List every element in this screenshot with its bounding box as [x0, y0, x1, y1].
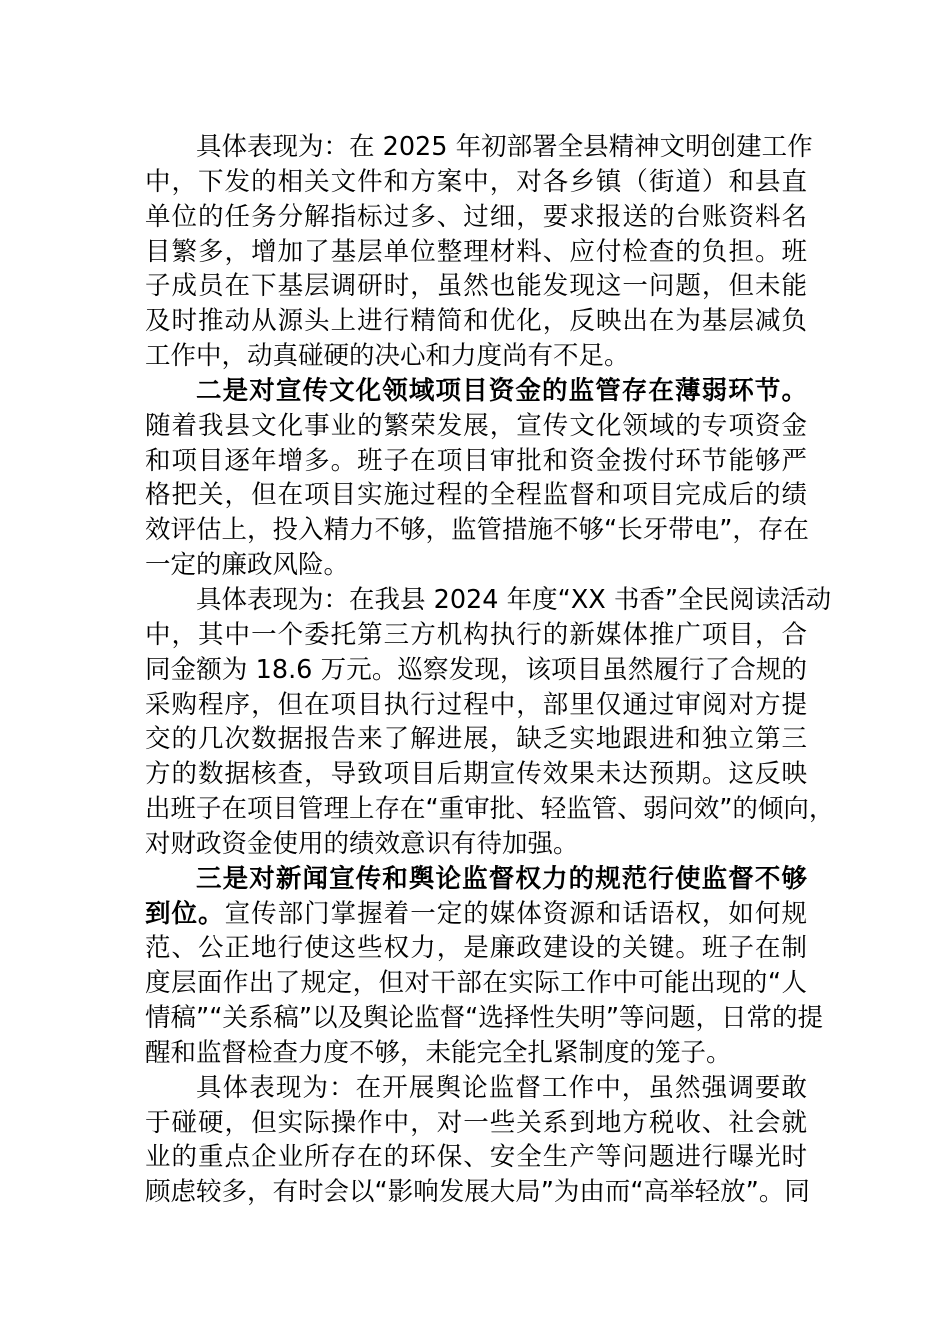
text-line: 单位的任务分解指标过多、过细，要求报送的台账资料名 — [145, 201, 807, 232]
text-line: 醒和监督检查力度不够，未能完全扎紧制度的笼子。 — [145, 1037, 732, 1068]
text-line: 及时推动从源头上进行精简和优化，反映出在为基层减负 — [145, 306, 807, 337]
text-line: 出班子在项目管理上存在“重审批、轻监管、弱问效”的倾向， — [145, 794, 835, 825]
text-line: 格把关，但在项目实施过程的全程监督和项目完成后的绩 — [145, 480, 807, 511]
text-line: 度层面作出了规定，但对干部在实际工作中可能出现的“人 — [145, 968, 807, 999]
text-line: 范、公正地行使这些权力，是廉政建设的关键。班子在制 — [145, 933, 807, 964]
paragraph-point-2 — [145, 374, 807, 583]
text-line: 中，下发的相关文件和方案中，对各乡镇（街道）和县直 — [145, 166, 807, 197]
text-line: 具体表现为：在我县 2024 年度“XX 书香”全民阅读活动 — [196, 584, 832, 615]
document-body — [145, 130, 835, 1210]
text-line — [145, 897, 807, 932]
text-line: 于碰硬，但实际操作中，对一些关系到地方税收、社会就 — [145, 1107, 807, 1138]
text-line: 子成员在下基层调研时，虽然也能发现这一问题，但未能 — [145, 271, 807, 302]
text-line: 目繁多，增加了基层单位整理材料、应付检查的负担。班 — [145, 236, 807, 267]
text-line: 情稿”“关系稿”以及舆论监督“选择性失明”等问题，日常的提 — [145, 1003, 824, 1034]
text-line: 效评估上，投入精力不够，监管措施不够“长牙带电”，存在 — [145, 515, 809, 546]
text-line: 具体表现为：在 2025 年初部署全县精神文明创建工作 — [196, 132, 813, 162]
text-segment: 宣传部门掌握着一定的媒体资源和话语权，如何规 — [224, 898, 807, 929]
text-line: 业的重点企业所存在的环保、安全生产等问题进行曝光时 — [145, 1142, 807, 1173]
text-line: 交的几次数据报告来了解进展，缺乏实地跟进和独立第三 — [145, 724, 807, 755]
text-line: 随着我县文化事业的繁荣发展，宣传文化领域的专项资金 — [145, 410, 807, 441]
text-line: 方的数据核查，导致项目后期宣传效果未达预期。这反映 — [145, 759, 807, 790]
text-line: 采购程序，但在项目执行过程中，部里仅通过审阅对方提 — [145, 689, 807, 720]
paragraph-detail-1 — [145, 130, 813, 374]
text-line: 对财政资金使用的绩效意识有待加强。 — [145, 828, 579, 859]
text-line: 和项目逐年增多。班子在项目审批和资金拨付环节能够严 — [145, 445, 807, 476]
paragraph-detail-3 — [145, 1071, 810, 1210]
point-heading: 二是对宣传文化领域项目资金的监管存在薄弱环节。 — [196, 375, 807, 406]
text-line: 顾虑较多，有时会以“影响发展大局”为由而“高举轻放”。同 — [145, 1177, 810, 1208]
text-line: 具体表现为：在开展舆论监督工作中，虽然强调要敢 — [196, 1072, 807, 1103]
point-heading-end: 到位。 — [145, 898, 225, 929]
text-line: 中，其中一个委托第三方机构执行的新媒体推广项目，合 — [145, 619, 807, 650]
text-line: 一定的廉政风险。 — [145, 550, 350, 581]
text-line: 工作中，动真碰硬的决心和力度尚有不足。 — [145, 341, 630, 372]
text-line: 同金额为 18.6 万元。巡察发现，该项目虽然履行了合规的 — [145, 654, 807, 685]
paragraph-point-3 — [145, 862, 824, 1071]
point-heading: 三是对新闻宣传和舆论监督权力的规范行使监督不够 — [196, 863, 807, 894]
paragraph-detail-2 — [145, 583, 835, 862]
